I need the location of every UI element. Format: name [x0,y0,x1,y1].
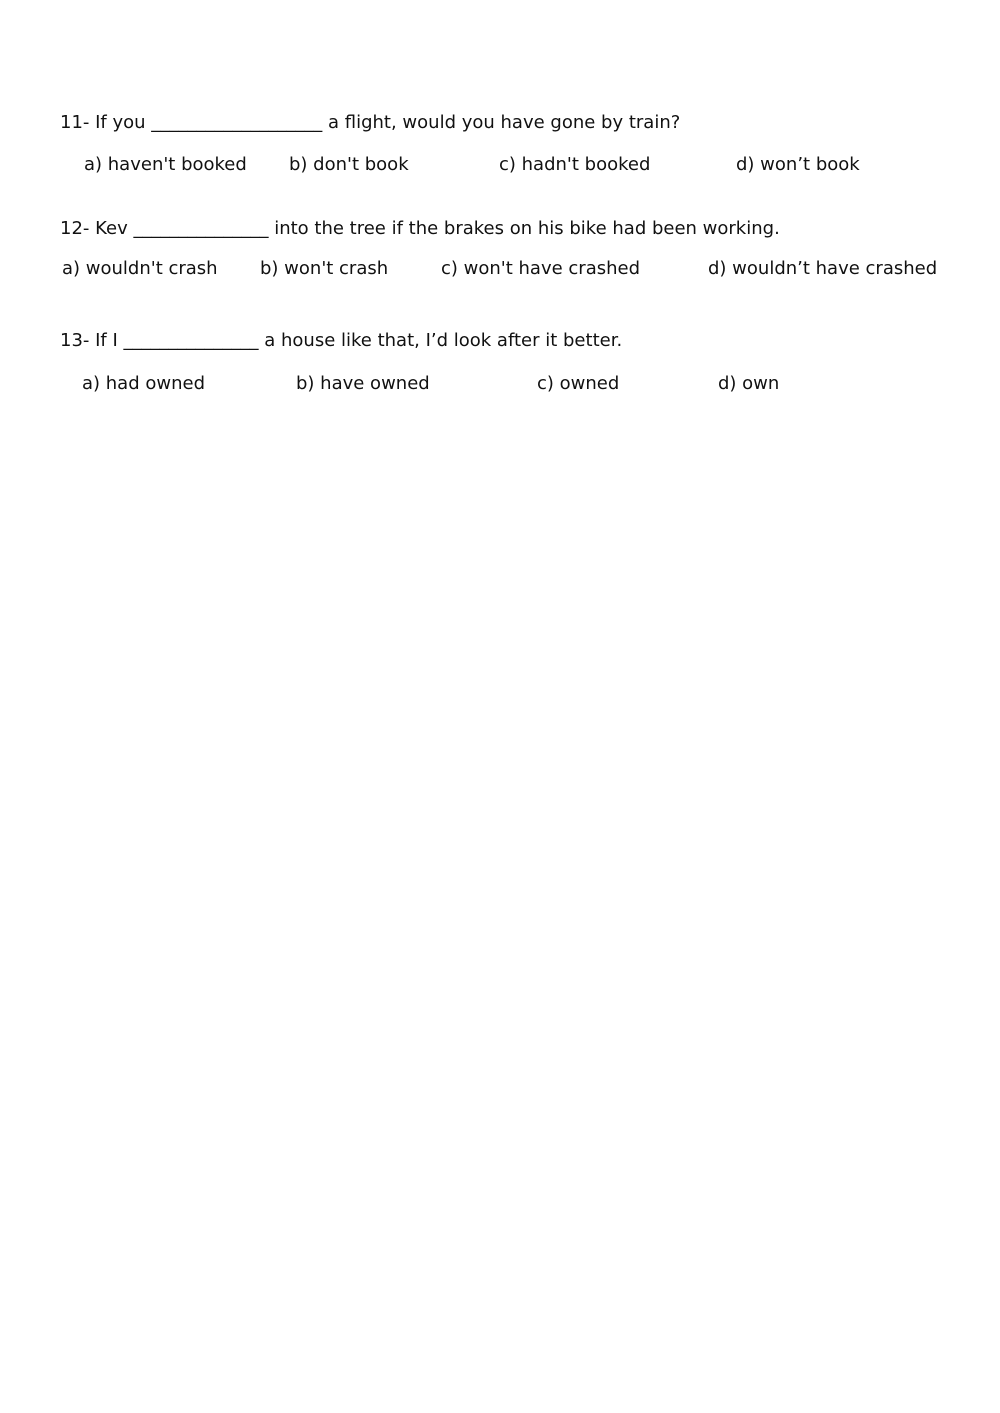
question-13-option-c: c) owned [537,373,620,394]
question-11-option-a: a) haven't booked [84,154,247,175]
question-12-stem: 12- Kev _______________ into the tree if the brakes on his bike had been working. [60,218,780,239]
question-11-option-c: c) hadn't booked [499,154,651,175]
question-11-option-d: d) won’t book [736,154,860,175]
question-12-option-a: a) wouldn't crash [62,258,218,279]
question-13-stem: 13- If I _______________ a house like that, I’d look after it better. [60,330,623,351]
question-11-stem: 11- If you ___________________ a flight, would you have gone by train? [60,112,681,133]
question-12-option-d: d) wouldn’t have crashed [708,258,938,279]
question-12-option-b: b) won't crash [260,258,389,279]
question-11-option-b: b) don't book [289,154,409,175]
question-13-option-a: a) had owned [82,373,206,394]
question-13-option-d: d) own [718,373,780,394]
question-12-option-c: c) won't have crashed [441,258,641,279]
question-13-option-b: b) have owned [296,373,430,394]
